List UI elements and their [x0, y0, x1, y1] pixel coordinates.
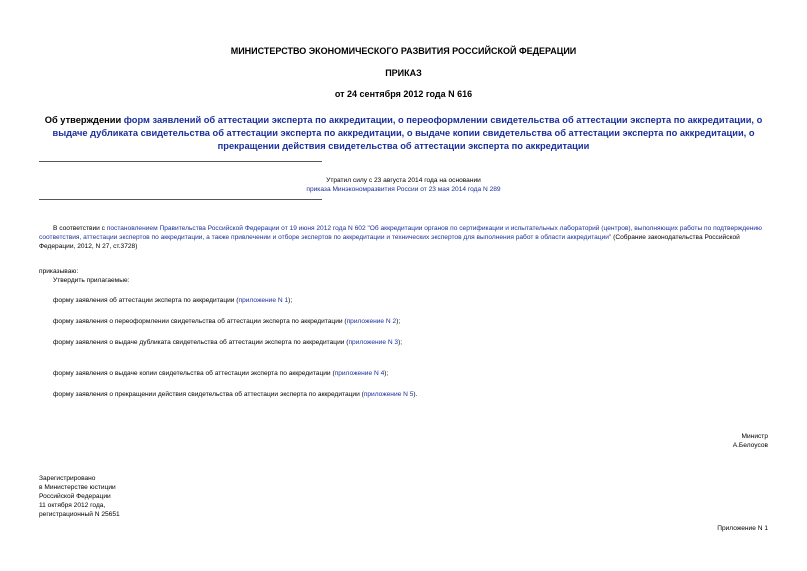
form-item-2	[53, 317, 400, 326]
form-item-3	[53, 338, 402, 347]
form-item-text: форму заявления о прекращении действия свидетельства об аттестации эксперта по аккредитации (	[53, 391, 364, 398]
approve-line: Утвердить прилагаемые:	[53, 277, 130, 284]
appendix-link-4[interactable]: приложение N 4	[334, 370, 385, 377]
appendix-label: Приложение N 1	[717, 525, 768, 532]
divider-top	[39, 161, 322, 162]
form-item-end: );	[398, 339, 403, 346]
appendix-link-2[interactable]: приложение N 2	[346, 318, 397, 325]
signature-name: А.Белоусов	[732, 442, 768, 449]
form-item-end: );	[384, 370, 389, 377]
form-item-text: форму заявления о переоформлении свидетельства об аттестации эксперта по аккредитации (	[53, 318, 347, 325]
form-item-4	[53, 369, 388, 378]
preamble-end: (Собрание законодательства Российской Федерации, 2012, N 27, ст.3728)	[39, 234, 740, 250]
form-item-end: ).	[413, 391, 418, 398]
status-line: Утратил силу с 23 августа 2014 года на основании	[326, 177, 481, 184]
form-item-end: );	[396, 318, 401, 325]
form-item-text: форму заявления о выдаче копии свидетельства об аттестации эксперта по аккредитации (	[53, 370, 335, 377]
registration-line: 11 октября 2012 года,	[39, 502, 106, 509]
registration-line: Зарегистрировано	[39, 475, 96, 482]
preamble-paragraph	[39, 224, 774, 251]
registration-line: Российской Федерации	[39, 493, 111, 500]
doc-type-heading: ПРИКАЗ	[385, 68, 422, 78]
appendix-link-3[interactable]: приложение N 3	[348, 339, 399, 346]
form-item-text: форму заявления об аттестации эксперта по аккредитации (	[53, 297, 239, 304]
registration-line: регистрационный N 25651	[39, 511, 120, 518]
registration-block	[39, 474, 120, 519]
title-link[interactable]: форм заявлений об аттестации эксперта по аккредитации, о переоформлении свидетельства об аттестации эксперта по аккредитации, о выдаче дубликата свидетельства об аттестации эксперта по аккредитации, о выдаче копии свидетельства об аттестации эксперта по аккредитации, о прекращении действия свидетельства об аттестации эксперта по аккредитации	[52, 115, 763, 151]
form-item-text: форму заявления о выдаче дубликата свидетельства об аттестации эксперта по аккредитации (	[53, 339, 349, 346]
order-word: приказываю:	[39, 268, 79, 275]
signature-position: Министр	[741, 433, 768, 440]
form-item-1	[53, 296, 292, 305]
appendix-link-1[interactable]: приложение N 1	[238, 297, 289, 304]
preamble-decree-link[interactable]: постановлением Правительства Российской Федерации от 19 июня 2012 года N 602 "Об аккредитации органов по сертификации и испытательных лабораторий (центров), выполняющих работы по подтверждению соответствия, аттестации экспертов по аккредитации, а также привлечении и отборе экспертов по аккредитации и технических экспертов для выполнения работ в области аккредитации"	[39, 225, 763, 241]
registration-line: в Министерстве юстиции	[39, 484, 116, 491]
form-item-end: );	[288, 297, 293, 304]
title-prefix: Об утверждении	[44, 115, 124, 125]
document-title	[30, 114, 777, 153]
form-item-5	[53, 390, 417, 399]
appendix-link-5[interactable]: приложение N 5	[363, 391, 414, 398]
status-repeal-link[interactable]: приказа Минэкономразвития России от 23 мая 2014 года N 289	[306, 186, 501, 193]
ministry-heading: МИНИСТЕРСТВО ЭКОНОМИЧЕСКОГО РАЗВИТИЯ РОССИЙСКОЙ ФЕДЕРАЦИИ	[230, 46, 577, 56]
divider-bottom	[39, 199, 322, 200]
doc-date-number: от 24 сентября 2012 года N 616	[334, 89, 473, 99]
preamble-start: В соответствии с	[53, 225, 107, 232]
